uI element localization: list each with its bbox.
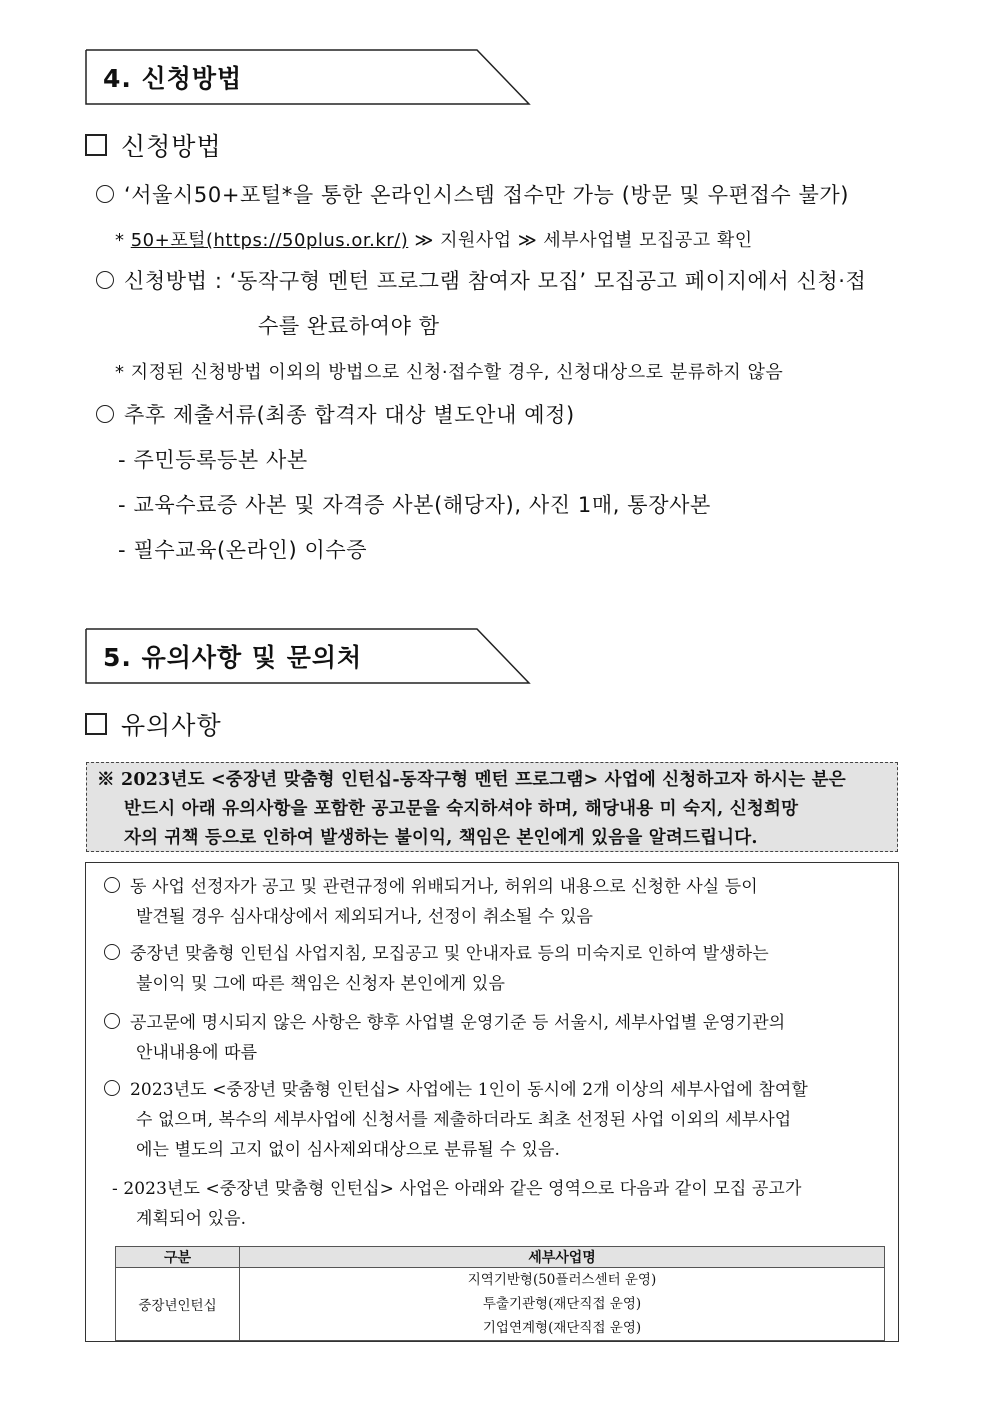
circle-bullet-icon <box>96 271 114 289</box>
bullet-text: 추후 제출서류(최종 합격자 대상 별도안내 예정) <box>124 403 575 427</box>
circle-bullet-icon <box>104 1080 120 1096</box>
dash-item-cont: 계획되어 있음. <box>136 1209 247 1229</box>
table-cell: 지역기반형(50플러스센터 운영) <box>240 1268 885 1293</box>
circle-bullet-icon <box>104 877 120 893</box>
table-group-cell: 중장년인턴십 <box>116 1268 240 1341</box>
heading-cautions <box>85 706 222 742</box>
caution-text: 2023년도 <중장년 맞춤형 인턴십> 사업에는 1인이 동시에 2개 이상의 세부사업에 참여할 <box>130 1080 808 1100</box>
table-header-row <box>116 1247 885 1268</box>
dash-item: - 2023년도 <중장년 맞춤형 인턴십> 사업은 아래와 같은 영역으로 다음과 같이 모집 공고가 <box>112 1179 802 1199</box>
doc-item: - 교육수료증 사본 및 자격증 사본(해당자), 사진 1매, 통장사본 <box>118 493 711 517</box>
bullet-text: 신청방법 : ‘동작구형 멘턴 프로그램 참여자 모집’ 모집공고 페이지에서 신청·접 <box>124 269 867 293</box>
section-4-header <box>85 49 530 105</box>
circle-bullet-icon <box>96 185 114 203</box>
note-rest: ≫ 지원사업 ≫ 세부사업별 모집공고 확인 <box>414 230 753 251</box>
caution-item <box>104 939 769 964</box>
bullet-apply-method-cont: 수를 완료하여야 함 <box>258 314 440 338</box>
caution-item-cont: 에는 별도의 고지 없이 심사제외대상으로 분류될 수 있음. <box>136 1140 561 1160</box>
table-cell: 기업연계형(재단직접 운영) <box>240 1316 885 1341</box>
table-cell: 투출기관형(재단직접 운영) <box>240 1292 885 1316</box>
table-header: 구분 <box>116 1247 240 1268</box>
caution-text: 동 사업 선정자가 공고 및 관련규정에 위배되거나, 허위의 내용으로 신청한 사실 등이 <box>130 877 758 897</box>
caution-item <box>104 1008 785 1033</box>
caution-item-cont: 안내내용에 따름 <box>136 1043 258 1063</box>
section-4-title: 4. 신청방법 <box>103 64 243 93</box>
doc-item: - 주민등록등본 사본 <box>118 448 308 472</box>
notice-line: 반드시 아래 유의사항을 포함한 공고문을 숙지하셔야 하며, 해당내용 미 숙지, 신청희망 <box>124 799 799 819</box>
heading-label: 유의사항 <box>121 711 222 740</box>
bullet-text: ‘서울시50+포털*을 통한 온라인시스템 접수만 가능 (방문 및 우편접수 불가) <box>124 183 850 207</box>
bullet-later-docs <box>96 399 575 429</box>
note-other-method: * 지정된 신청방법 이외의 방법으로 신청·접수할 경우, 신청대상으로 분류하지 않음 <box>115 362 784 383</box>
table-header: 세부사업명 <box>240 1247 885 1268</box>
notice-line: ※ 2023년도 <중장년 맞춤형 인턴십-동작구형 멘턴 프로그램> 사업에 신청하고자 하시는 분은 <box>97 770 846 790</box>
checkbox-square-icon <box>85 134 107 156</box>
circle-bullet-icon <box>104 1013 120 1029</box>
note-portal <box>115 226 753 252</box>
caution-text: 공고문에 명시되지 않은 사항은 향후 사업별 운영기준 등 서울시, 세부사업별 운영기관의 <box>130 1013 786 1033</box>
note-star: * <box>115 230 125 251</box>
section-5-title: 5. 유의사항 및 문의처 <box>103 643 363 672</box>
caution-text: 중장년 맞춤형 인턴십 사업지침, 모집공고 및 안내자료 등의 미숙지로 인하여 발생하는 <box>130 944 769 964</box>
caution-item-cont: 불이익 및 그에 따른 책임은 신청자 본인에게 있음 <box>136 974 505 994</box>
program-table <box>115 1246 885 1341</box>
caution-item-cont: 수 없으며, 복수의 세부사업에 신청서를 제출하더라도 최초 선정된 사업 이외의 세부사업 <box>136 1110 792 1130</box>
notice-line: 자의 귀책 등으로 인하여 발생하는 불이익, 책임은 본인에게 있음을 알려드립니다. <box>124 828 758 848</box>
doc-item: - 필수교육(온라인) 이수증 <box>118 538 368 562</box>
heading-label: 신청방법 <box>121 132 222 161</box>
heading-apply-method <box>85 127 222 163</box>
bullet-apply-method <box>96 265 866 295</box>
caution-item-cont: 발견될 경우 심사대상에서 제외되거나, 선정이 취소될 수 있음 <box>136 907 594 927</box>
table-row <box>116 1268 885 1293</box>
caution-item <box>104 872 758 897</box>
notice-box <box>86 762 898 852</box>
circle-bullet-icon <box>96 405 114 423</box>
portal-link[interactable]: 50+포털(https://50plus.or.kr/) <box>130 230 409 251</box>
circle-bullet-icon <box>104 944 120 960</box>
checkbox-square-icon <box>85 713 107 735</box>
caution-item <box>104 1075 808 1100</box>
section-5-header <box>85 628 530 684</box>
bullet-online-only <box>96 179 849 209</box>
